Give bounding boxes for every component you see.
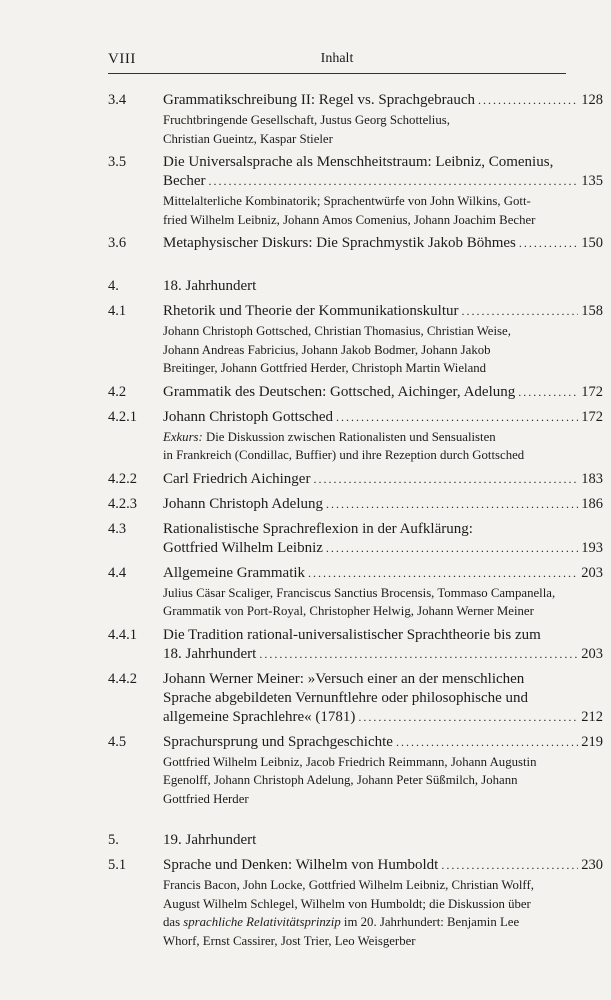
toc-entry: [108, 302, 603, 377]
toc-entry-title: Grammatik des Deutschen: Gottsched, Aichinger, Adelung: [163, 383, 516, 400]
running-header: [108, 51, 566, 74]
toc-page-number: 193: [581, 539, 603, 556]
dot-leader: [308, 564, 578, 583]
toc-entry-number: 3.4: [108, 92, 127, 108]
toc-page-number: 219: [581, 733, 603, 750]
toc-entry-title: 19. Jahrhundert: [163, 832, 257, 848]
toc-entry-title: allgemeine Sprachlehre« (1781): [163, 708, 356, 725]
toc-entry-subtopics: Gottfried Herder: [163, 791, 249, 806]
dot-leader: [518, 383, 578, 402]
toc-entry-title-line: [163, 302, 603, 321]
toc-entry-subtopics: Johann Andreas Fabricius, Johann Jakob Bodmer, Johann Jakob: [163, 342, 491, 357]
toc-page-number: 203: [581, 645, 603, 662]
italic-term: sprachliche Relativitätsprinzip: [183, 915, 341, 929]
toc-entry-title-line: [163, 733, 603, 752]
toc-entry-subtopics: Whorf, Ernst Cassirer, Jost Trier, Leo Weisgerber: [163, 933, 416, 948]
toc-entry-title-line: [163, 856, 603, 875]
dot-leader: [478, 91, 578, 110]
toc-entry-title: Gottfried Wilhelm Leibniz: [163, 539, 323, 556]
toc-entry-title: Rationalistische Sprachreflexion in der Aufklärung:: [163, 520, 473, 537]
toc-entry-title-line: [163, 234, 603, 253]
toc-page-number: 158: [581, 303, 603, 319]
dot-leader: [441, 856, 578, 875]
dot-leader: [519, 234, 578, 253]
toc-entry-title: Allgemeine Grammatik: [163, 564, 306, 581]
toc-entry-subtopics: Gottfried Wilhelm Leibniz, Jacob Friedrich Reimmann, Johann Augustin: [163, 754, 537, 769]
toc-page-number: 135: [581, 173, 603, 189]
toc-entry-number: 3.6: [108, 235, 127, 251]
toc-entry-title: Carl Friedrich Aichinger: [163, 470, 311, 487]
toc-page-number: 172: [581, 408, 603, 425]
toc-entry-number: 3.5: [108, 154, 127, 170]
toc-entry: [108, 91, 603, 147]
toc-entry-title: Becher: [163, 173, 206, 189]
toc-entry-number: 4.2.2: [108, 470, 137, 487]
dot-leader: [396, 733, 578, 752]
toc-entry-number: 5.1: [108, 857, 127, 873]
toc-entry-title: 18. Jahrhundert: [163, 278, 257, 294]
toc-entry-title: Die Tradition rational-universalistischer Sprachtheorie bis zum: [163, 626, 541, 643]
toc-entry-title: Die Universalsprache als Menschheitstraum: Leibniz, Comenius,: [163, 154, 554, 170]
dot-leader: [259, 645, 578, 664]
table-of-contents: [108, 91, 603, 949]
toc-entry-subtopics: Breitinger, Johann Gottfried Herder, Christoph Martin Wieland: [163, 361, 487, 375]
toc-entry-subtopics: August Wilhelm Schlegel, Wilhelm von Humboldt; die Diskussion über: [163, 896, 531, 911]
toc-entry-title: Sprachursprung und Sprachgeschichte: [163, 733, 393, 750]
dot-leader: [336, 408, 578, 427]
toc-entry-title-line: [163, 495, 603, 514]
toc-entry-title-line: [163, 91, 603, 110]
toc-entry: [108, 153, 603, 228]
toc-entry-title: 18. Jahrhundert: [163, 645, 257, 662]
toc-entry: [108, 733, 603, 808]
toc-entry-title-line: [163, 645, 603, 664]
toc-entry-subtopics: Grammatik von Port-Royal, Christopher Helwig, Johann Werner Meiner: [163, 604, 534, 618]
toc-entry-title: Johann Werner Meiner: »Versuch einer an der menschlichen: [163, 670, 525, 687]
dot-leader: [326, 539, 578, 558]
toc-entry-number: 4.4: [108, 564, 127, 581]
toc-entry-subtopics: in Frankreich (Condillac, Buffier) und ihre Rezeption durch Gottsched: [163, 448, 525, 462]
toc-entry-title-line: [163, 539, 603, 558]
toc-entry-title-line: [163, 470, 603, 489]
toc-entry: [108, 234, 603, 253]
toc-page-number: 128: [581, 92, 603, 108]
toc-entry-number: 4.2: [108, 383, 127, 400]
toc-entry-title: Grammatikschreibung II: Regel vs. Sprachgebrauch: [163, 92, 475, 108]
toc-page-number: 203: [581, 564, 603, 581]
dot-leader: [358, 708, 578, 727]
dot-leader: [313, 470, 578, 489]
toc-entry-subtopics: Exkurs: Die Diskussion zwischen Rationalisten und Sensualisten: [163, 429, 496, 444]
toc-entry: [108, 670, 603, 727]
toc-entry-subtopics: das sprachliche Relativitätsprinzip im 20. Jahrhundert: Benjamin Lee: [163, 915, 520, 929]
dot-leader: [326, 495, 578, 514]
toc-entry-number: 4.2.3: [108, 495, 137, 512]
toc-entry-subtopics: Fruchtbringende Gesellschaft, Justus Georg Schottelius,: [163, 113, 450, 127]
toc-entry-number: 4.1: [108, 303, 127, 319]
toc-entry-title: Metaphysischer Diskurs: Die Sprachmystik Jakob Böhmes: [163, 235, 516, 251]
excursus-label: Exkurs:: [163, 429, 203, 444]
toc-entry: [108, 626, 603, 664]
toc-entry-title: Sprache und Denken: Wilhelm von Humboldt: [163, 857, 439, 873]
toc-entry-title-line: [163, 708, 603, 727]
toc-entry-subtopics: Julius Cäsar Scaliger, Franciscus Sanctius Brocensis, Tommaso Campanella,: [163, 585, 556, 600]
toc-entry: [108, 831, 598, 850]
toc-entry-title-line: [163, 408, 603, 427]
toc-entry-subtopics: Mittelalterliche Kombinatorik; Sprachentwürfe von John Wilkins, Gott-: [163, 194, 531, 208]
toc-entry-number: 4.: [108, 278, 119, 294]
toc-entry-title-line: [163, 383, 603, 402]
toc-entry-subtopics: Johann Christoph Gottsched, Christian Thomasius, Christian Weise,: [163, 324, 511, 338]
toc-entry-number: 4.5: [108, 733, 127, 750]
running-title: Inhalt: [320, 51, 354, 66]
toc-entry-number: 4.3: [108, 520, 127, 537]
toc-entry-number: 4.4.2: [108, 670, 137, 687]
toc-entry-title-line: [163, 172, 603, 191]
toc-entry: [108, 564, 603, 620]
toc-page-number: 212: [581, 708, 603, 725]
toc-entry-title: Rhetorik und Theorie der Kommunikationskultur: [163, 303, 459, 319]
toc-page-number: 186: [581, 495, 603, 512]
toc-entry-number: 5.: [108, 832, 119, 848]
toc-page-number: 183: [581, 470, 603, 487]
dot-leader: [462, 302, 579, 321]
toc-entry-title: Sprache abgebildeten Vernunftlehre oder philosophische und: [163, 689, 529, 706]
toc-entry: [108, 520, 603, 558]
toc-entry-subtopics: Christian Gueintz, Kaspar Stieler: [163, 131, 333, 146]
toc-entry: [108, 408, 603, 464]
toc-entry-title: Johann Christoph Gottsched: [163, 408, 333, 425]
toc-entry-subtopics: fried Wilhelm Leibniz, Johann Amos Comenius, Johann Joachim Becher: [163, 212, 536, 227]
toc-entry: [108, 856, 603, 949]
toc-entry-title: Johann Christoph Adelung: [163, 495, 323, 512]
toc-entry-subtopics: Egenolff, Johann Christoph Adelung, Johann Peter Süßmilch, Johann: [163, 773, 518, 787]
toc-entry: [108, 495, 603, 514]
dot-leader: [208, 172, 578, 191]
toc-entry: [108, 277, 598, 296]
toc-entry-subtopics: Francis Bacon, John Locke, Gottfried Wilhelm Leibniz, Christian Wolff,: [163, 878, 534, 892]
toc-entry-number: 4.4.1: [108, 626, 137, 643]
toc-entry-title-line: [163, 564, 603, 583]
toc-entry-number: 4.2.1: [108, 408, 137, 425]
toc-entry: [108, 383, 603, 402]
toc-page-number: 172: [581, 383, 603, 400]
toc-entry: [108, 470, 603, 489]
page-number: VIII: [108, 51, 136, 67]
toc-page-number: 150: [581, 235, 603, 251]
toc-page-number: 230: [581, 857, 603, 873]
